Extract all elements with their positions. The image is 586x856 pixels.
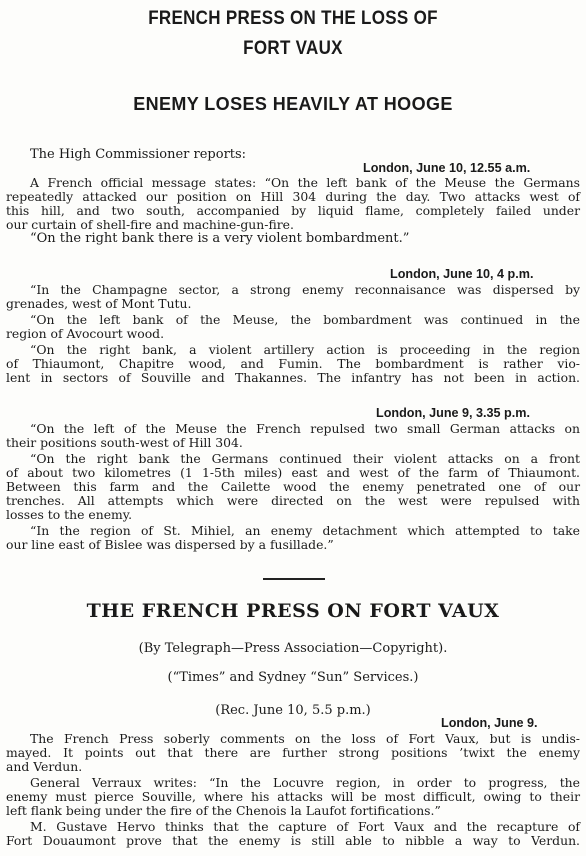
section-divider	[263, 578, 325, 580]
dateline-3: London, June 9, 3.35 p.m.	[376, 406, 530, 420]
section2-line: and Verdun.	[6, 759, 83, 774]
report2-line: of Thiaumont, Chapitre wood, and Fumin. The bombardment is rather vio-	[6, 356, 580, 371]
report1-line: “On the right bank there is a very violent bombardment.”	[30, 231, 410, 246]
section2-line: left flank being under the fire of the Chenois la Laufot fortifications.”	[6, 803, 441, 818]
report3-line: of about two kilometres (1 1-5th miles) east and west of the farm of Thiaumont.	[6, 465, 580, 480]
report3-line: losses to the enemy.	[6, 507, 133, 522]
section2-credit: (By Telegraph—Press Association—Copyright).	[138, 641, 448, 656]
subheadline: ENEMY LOSES HEAVILY AT HOOGE	[133, 94, 453, 114]
section2-line: General Verraux writes: “In the Locuvre region, in order to progress, the	[30, 775, 580, 790]
headline-line-1: FRENCH PRESS ON THE LOSS OF	[148, 6, 438, 29]
section2-title: THE FRENCH PRESS ON FORT VAUX	[86, 600, 500, 622]
report1-line: our curtain of shell-fire and machine-gun-fire.	[6, 217, 294, 232]
section2-services: (“Times” and Sydney “Sun” Services.)	[167, 670, 419, 685]
report2-line: lent in sectors of Souville and Thakannes. The infantry has not been in action.	[6, 370, 580, 385]
report3-line: Between this farm and the Cailette wood the enemy penetrated one of our	[6, 479, 580, 494]
dateline-1: London, June 10, 12.55 a.m.	[363, 161, 531, 175]
section2-received: (Rec. June 10, 5.5 p.m.)	[215, 703, 371, 718]
report2-line: grenades, west of Mont Tutu.	[6, 296, 192, 311]
dateline-2: London, June 10, 4 p.m.	[390, 267, 534, 281]
report2-line: “In the Champagne sector, a strong enemy reconnaisance was dispersed by	[30, 282, 580, 297]
headline-line-2: FORT VAUX	[243, 36, 343, 59]
report1-line: repeatedly attacked our position on Hill 304 during the day. Two attacks west of	[6, 189, 580, 204]
report3-line: their positions south-west of Hill 304.	[6, 435, 243, 450]
report2-line: “On the right bank, a violent artillery action is proceeding in the region	[30, 342, 580, 357]
report3-line: “In the region of St. Mihiel, an enemy detachment which attempted to take	[30, 523, 580, 538]
section2-line: The French Press soberly comments on the loss of Fort Vaux, but is undis-	[30, 731, 580, 746]
report3-line: “On the right bank the Germans continued their violent attacks on a front	[30, 451, 580, 466]
section2-line: enemy must pierce Souville, where his attacks will be most difficult, owing to their	[6, 789, 580, 804]
section2-line: mayed. It points out that there are further strong positions ’twixt the enemy	[6, 745, 580, 760]
report3-line: “On the left of the Meuse the French repulsed two small German attacks on	[30, 421, 580, 436]
section2-line: Fort Douaumont prove that the enemy is still able to nibble a way to Verdun.	[6, 833, 580, 848]
report3-line: trenches. All attempts which were directed on the west were repulsed with	[6, 493, 580, 508]
intro-text: The High Commissioner reports:	[30, 147, 247, 162]
report2-line: “On the left bank of the Meuse, the bombardment was continued in the	[30, 312, 580, 327]
section2-line: M. Gustave Hervo thinks that the capture of Fort Vaux and the recapture of	[30, 819, 580, 834]
report2-line: region of Avocourt wood.	[6, 326, 165, 341]
report1-line: this hill, and two south, accompanied by liquid flame, completely failed under	[6, 203, 580, 218]
dateline-4: London, June 9.	[441, 716, 538, 730]
report1-line: A French official message states: “On the left bank of the Meuse the Germans	[30, 175, 580, 190]
report3-line: our line east of Bislee was dispersed by a fusillade.”	[6, 537, 334, 552]
